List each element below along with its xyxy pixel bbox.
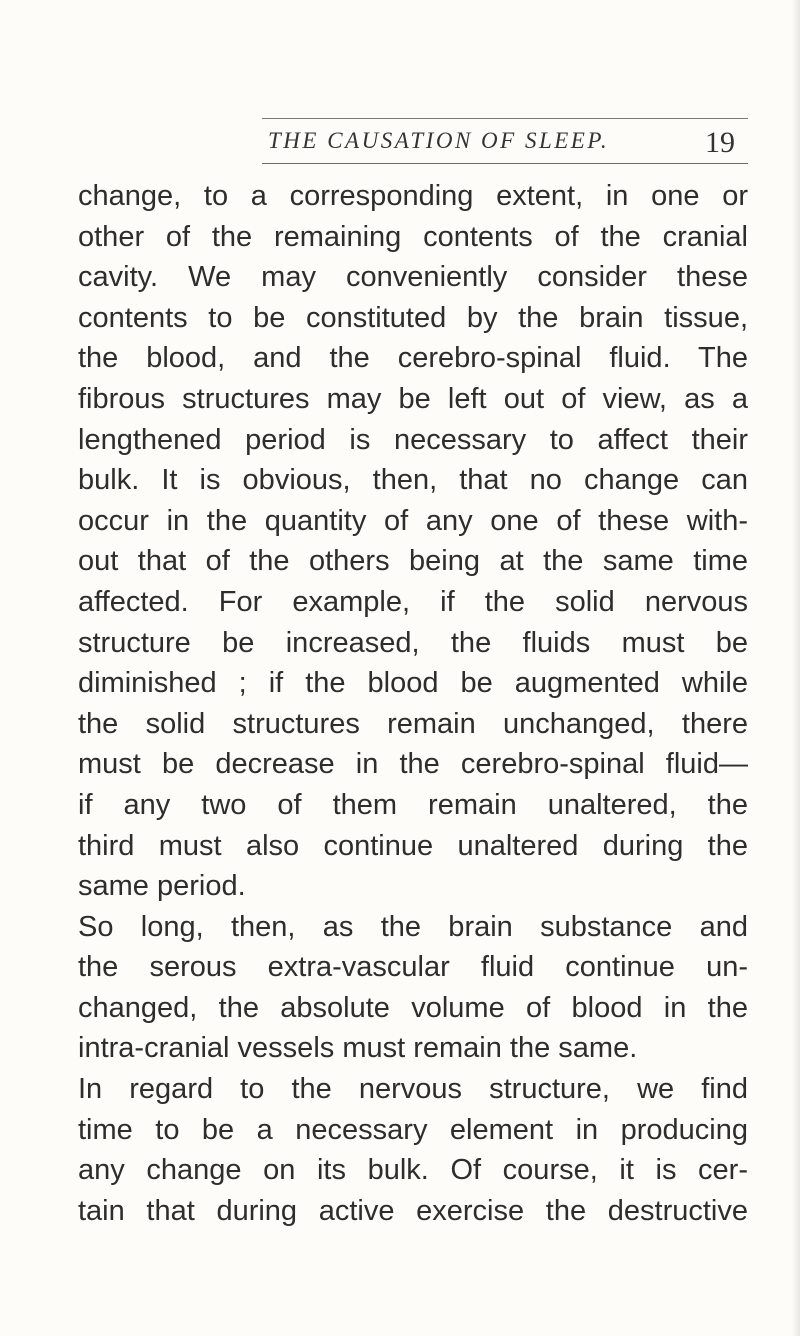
text-line: the serous extra-vascular fluid continue un- [78, 951, 748, 984]
text-line: intra-cranial vessels must remain the same. [78, 1032, 638, 1065]
running-head: THE CAUSATION OF SLEEP. [268, 128, 610, 153]
text-line: the solid structures remain unchanged, there [78, 707, 748, 740]
text-line: if any two of them remain unaltered, the [78, 788, 748, 821]
text-line: same period. [78, 870, 246, 903]
text-line: the blood, and the cerebro-spinal fluid. The [78, 342, 748, 375]
text-line: occur in the quantity of any one of these with- [78, 504, 748, 537]
text-line: lengthened period is necessary to affect their [78, 423, 748, 456]
text-line: affected. For example, if the solid nervous [78, 585, 748, 618]
text-line: changed, the absolute volume of blood in the [78, 991, 748, 1024]
top-rule [262, 118, 748, 119]
text-line: fibrous structures may be left out of view, as a [78, 382, 748, 415]
text-line: structure be increased, the fluids must be [78, 626, 748, 659]
text-line: In regard to the nervous structure, we find [78, 1073, 748, 1106]
text-line: third must also continue unaltered during the [78, 829, 748, 862]
text-line: contents to be constituted by the brain tissue, [78, 301, 748, 334]
page-number: 19 [705, 126, 735, 159]
text-line: any change on its bulk. Of course, it is cer- [78, 1154, 748, 1187]
text-line: So long, then, as the brain substance and [78, 910, 748, 943]
text-line: must be decrease in the cerebro-spinal fluid— [78, 748, 748, 781]
text-line: time to be a necessary element in producing [78, 1113, 748, 1146]
text-line: cavity. We may conveniently consider these [78, 261, 748, 294]
text-line: out that of the others being at the same time [78, 545, 748, 578]
text-line: diminished ; if the blood be augmented while [78, 667, 748, 700]
text-line: tain that during active exercise the destructive [78, 1194, 748, 1227]
body-text [78, 176, 748, 1231]
text-line: other of the remaining contents of the cranial [78, 220, 748, 253]
text-line: change, to a corresponding extent, in one or [78, 180, 748, 212]
text-line: bulk. It is obvious, then, that no change can [78, 464, 748, 497]
page-edge-shadow [792, 0, 800, 1336]
header-rule [262, 163, 748, 164]
